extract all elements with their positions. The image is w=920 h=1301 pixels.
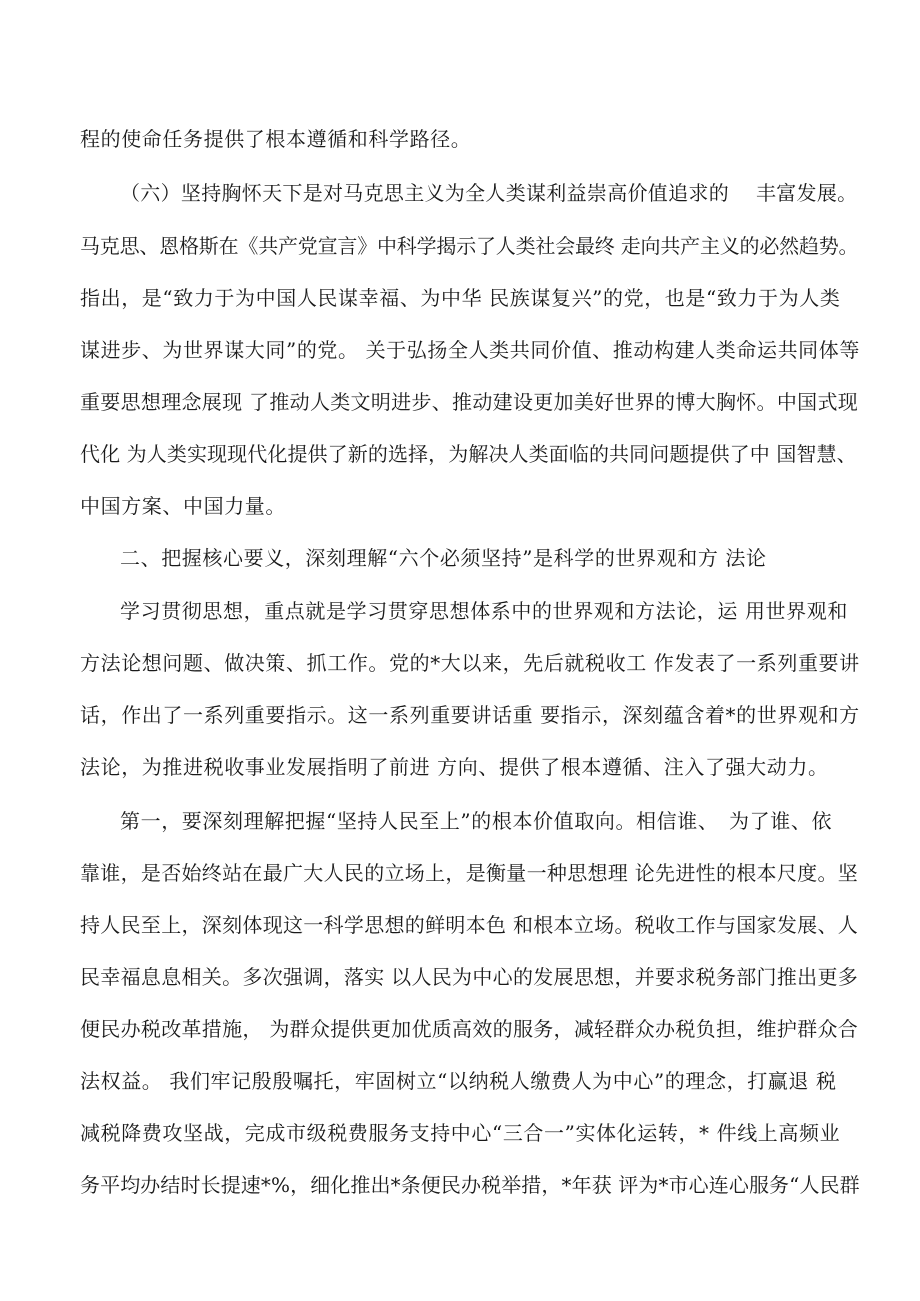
text-line-13: 法论，为推进税收事业发展指明了前进 方向、提供了根本遵循、注入了强大动力。 — [80, 755, 829, 779]
text-line-14: 第一，要深刻理解把握“坚持人民至上”的根本价值取向。相信谁、 为了谁、依 — [120, 809, 833, 833]
text-line-19: 法权益。 我们牢记殷殷嘱托，牢固树立“以纳税人缴费人为中心”的理念，打赢退 税 — [80, 1069, 837, 1093]
text-line-17: 民幸福息息相关。多次强调，落实 以人民为中心的发展思想，并要求税务部门推出更多 — [80, 965, 859, 989]
text-line-3: 马克思、恩格斯在《共产党宣言》中科学揭示了人类社会最终 走向共产主义的必然趋势。 — [80, 234, 859, 258]
text-line-8: 中国方案、中国力量。 — [80, 494, 286, 518]
text-line-1: 程的使命任务提供了根本遵循和科学路径。 — [80, 127, 472, 151]
section-heading: 二、把握核心要义，深刻理解“六个必须坚持”是科学的世界观和方 法论 — [120, 546, 767, 570]
text-line-21: 务平均办结时长提速*%，细化推出*条便民办税举措，*年获 评为*市心连心服务“人民群 — [80, 1173, 860, 1197]
text-line-16: 持人民至上，深刻体现这一科学思想的鲜明本色 和根本立场。税收工作与国家发展、人 — [80, 913, 859, 937]
text-line-12: 话，作出了一系列重要指示。这一系列重要讲话重 要指示，深刻蕴含着*的世界观和方 — [80, 703, 860, 727]
text-line-18: 便民办税改革措施， 为群众提供更加优质高效的服务，减轻群众办税负担，维护群众合 — [80, 1017, 859, 1041]
text-line-20: 减税降费攻坚战，完成市级税费服务支持中心“三合一”实体化运转，* 件线上高频业 — [80, 1121, 841, 1145]
text-line-4: 指出，是“致力于为中国人民谋幸福、为中华 民族谋复兴”的党，也是“致力于为人类 — [80, 286, 841, 310]
text-line-11: 方法论想问题、做决策、抓工作。党的*大以来，先后就税收工 作发表了一系列重要讲 — [80, 651, 860, 675]
text-line-5: 谋进步、为世界谋大同”的党。 关于弘扬全人类共同价值、推动构建人类命运共同体等 — [80, 338, 860, 362]
text-line-15: 靠谁，是否始终站在最广大人民的立场上，是衡量一种思想理 论先进性的根本尺度。坚 — [80, 861, 859, 885]
text-line-7: 代化 为人类实现现代化提供了新的选择，为解决人类面临的共同问题提供了中 国智慧、 — [80, 442, 857, 466]
text-line-10: 学习贯彻思想，重点就是学习贯穿思想体系中的世界观和方法论，运 用世界观和 — [120, 599, 848, 623]
text-line-6: 重要思想理念展现 了推动人类文明进步、推动建设更加美好世界的博大胸怀。中国式现 — [80, 390, 859, 414]
text-line-2: （六）坚持胸怀天下是对马克思主义为全人类谋利益崇高价值追求的 丰富发展。 — [120, 181, 858, 205]
